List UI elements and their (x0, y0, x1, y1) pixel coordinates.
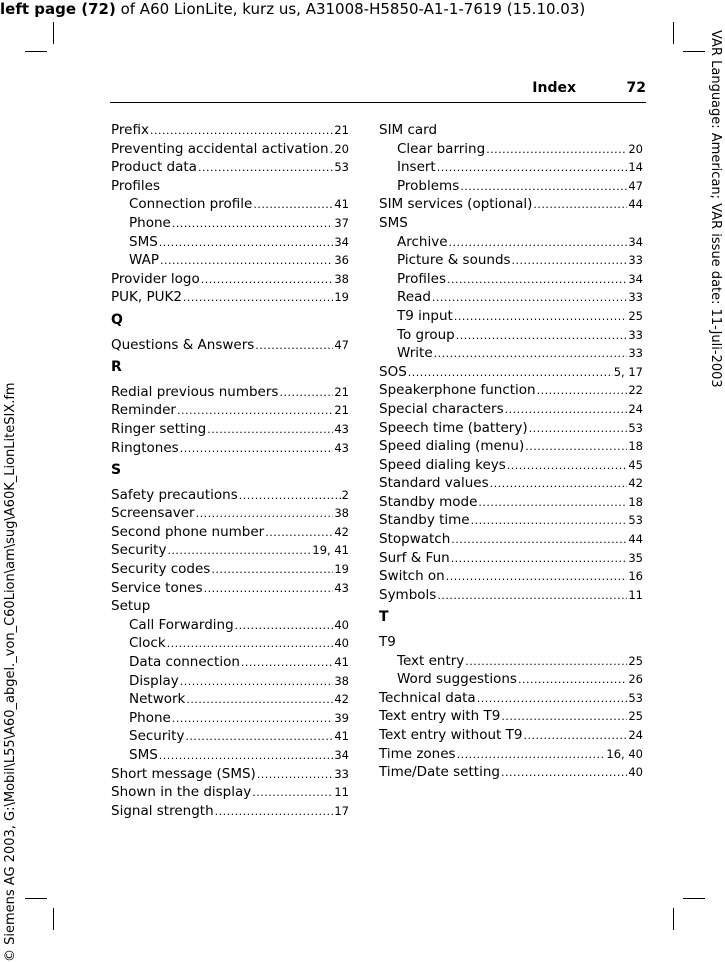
index-subentry (379, 270, 643, 289)
dot-leader (253, 196, 333, 215)
dot-leader (525, 438, 627, 457)
crop-mark (673, 908, 674, 930)
side-note-language: VAR Language: American; VAR issue date: 11-Juli-2003 (708, 30, 723, 388)
index-entry-page: 47 (334, 337, 349, 352)
index-entry-page: 35 (628, 550, 643, 565)
index-entry (111, 504, 349, 523)
index-entry-page: 22 (628, 383, 643, 398)
index-entry-term: Standby mode (379, 493, 478, 510)
page-number: 72 (626, 80, 646, 96)
dot-leader (167, 635, 334, 654)
index-entry-page: 16 (628, 569, 643, 584)
index-entry-term: WAP (129, 252, 159, 269)
index-entry-page: 18 (628, 494, 643, 509)
index-entry-page: 38 (334, 271, 349, 286)
index-entry-term: Problems (397, 177, 460, 194)
index-entry (111, 270, 349, 289)
index-entry (111, 140, 349, 159)
index-subentry (111, 727, 349, 746)
index-group-heading (111, 177, 349, 196)
index-subentry (379, 177, 643, 196)
index-entry-term: Special characters (379, 400, 504, 417)
index-entry (111, 158, 349, 177)
crop-mark (673, 22, 674, 44)
index-entry-page: 44 (628, 532, 643, 547)
crop-mark (683, 51, 705, 52)
index-subentry (379, 251, 643, 270)
index-entry (379, 586, 643, 605)
index-entry-page: 43 (334, 580, 349, 595)
index-entry-page: 26 (628, 672, 643, 687)
index-group-heading-text: SIM card (379, 122, 438, 138)
index-group-heading-text: SMS (379, 214, 408, 231)
index-subentry (379, 344, 643, 363)
index-entry (111, 541, 349, 560)
dot-leader (207, 421, 333, 440)
index-entry (379, 763, 643, 782)
crop-mark (25, 51, 47, 52)
index-entry (379, 549, 643, 568)
index-entry-page: 53 (334, 160, 349, 175)
dot-leader (432, 289, 627, 308)
index-entry (111, 579, 349, 598)
index-entry (379, 707, 643, 726)
dot-leader (447, 271, 627, 290)
index-entry-page: 5, 17 (613, 364, 643, 379)
document-meta-line (0, 0, 725, 20)
index-subentry (379, 670, 643, 689)
index-entry-page: 24 (628, 401, 643, 416)
index-entry-page: 33 (628, 290, 643, 305)
dot-leader (477, 690, 628, 709)
dot-leader (501, 708, 627, 727)
index-entry-page: 25 (628, 709, 643, 724)
index-entry-page: 45 (628, 457, 643, 472)
index-subentry (111, 195, 349, 214)
index-entry-page: 25 (628, 308, 643, 323)
dot-leader (159, 234, 334, 253)
index-entry-term: Questions & Answers (111, 336, 255, 353)
index-subentry (111, 690, 349, 709)
index-entry (379, 419, 643, 438)
dot-leader (408, 364, 613, 383)
index-subentry (111, 214, 349, 233)
index-entry-page: 33 (334, 766, 349, 781)
dot-leader (265, 524, 333, 543)
dot-leader (198, 159, 333, 178)
index-entry-term: Signal strength (111, 802, 214, 819)
index-entry-page: 2 (341, 487, 349, 502)
dot-leader (505, 401, 628, 420)
dot-leader (257, 766, 334, 785)
index-entry-page: 19 (334, 562, 349, 577)
index-entry-page: 38 (334, 673, 349, 688)
meta-line-details: of A60 LionLite, kurz us, A31008-H5850-A1-1-7619 (15.10.03) (115, 0, 586, 18)
index-entry-page: 43 (334, 440, 349, 455)
index-entry-page: 20 (334, 141, 349, 156)
index-subentry (111, 672, 349, 691)
index-entry-page: 20 (628, 141, 643, 156)
index-entry (379, 195, 643, 214)
index-entry-page: 19, 41 (312, 543, 349, 558)
index-column-left (111, 121, 349, 820)
index-entry-page: 42 (334, 524, 349, 539)
dot-leader (183, 289, 333, 308)
index-entry-term: Profiles (397, 270, 447, 287)
index-column-right (379, 121, 643, 782)
index-entry-page: 53 (628, 513, 643, 528)
index-entry-page: 16, 40 (606, 746, 643, 761)
index-entry-page: 44 (628, 197, 643, 212)
index-entry (111, 420, 349, 439)
dot-leader (537, 382, 628, 401)
index-entry-term: Phone (129, 214, 171, 231)
dot-leader (172, 215, 334, 234)
index-entry-page: 11 (628, 587, 643, 602)
index-entry (379, 437, 643, 456)
index-entry-term: Prefix (111, 122, 149, 138)
index-entry (111, 783, 349, 802)
index-entry-term: SIM services (optional) (379, 196, 533, 213)
dot-leader (456, 327, 628, 346)
index-group-heading (379, 121, 643, 140)
index-entry-term: Stopwatch (379, 531, 451, 548)
index-group-heading-text: Profiles (111, 177, 161, 194)
dot-leader (180, 673, 334, 692)
index-entry-page: 34 (628, 234, 643, 249)
index-subentry (111, 746, 349, 765)
index-entry-page: 36 (334, 253, 349, 268)
dot-leader (486, 141, 627, 160)
index-entry-page: 24 (628, 728, 643, 742)
index-entry-page: 14 (628, 160, 643, 175)
dot-leader (239, 487, 341, 506)
index-entry-term: Phone (129, 709, 171, 726)
index-entry (111, 523, 349, 542)
index-entry-term: Security codes (111, 561, 211, 578)
index-entry-page: 34 (334, 234, 349, 249)
side-note-copyright: © Siemens AG 2003, G:\Mobil\L55\A60_abgel._von_C60Lion\am\sug\A60K_LionLiteSIX.fm (3, 382, 18, 962)
index-entry-term: Call Forwarding (129, 616, 234, 633)
dot-leader (180, 440, 334, 459)
index-subentry (111, 233, 349, 252)
dot-leader (279, 384, 333, 403)
index-entry-term: Speed dialing keys (379, 456, 506, 473)
index-entry-term: SOS (379, 363, 407, 380)
index-section-letter: S (111, 462, 122, 479)
index-entry-page: 21 (334, 123, 349, 137)
dot-leader (177, 402, 333, 421)
index-entry-page: 21 (334, 384, 349, 399)
dot-leader (150, 122, 333, 141)
index-entry (111, 560, 349, 579)
index-entry-page: 18 (628, 439, 643, 454)
dot-leader (449, 234, 628, 253)
index-entry (379, 474, 643, 493)
index-entry-term: SMS (129, 233, 158, 250)
dot-leader (533, 196, 627, 215)
index-entry-term: Time/Date setting (379, 764, 500, 781)
page-header (110, 78, 646, 103)
dot-leader (196, 505, 334, 524)
crop-mark (53, 908, 54, 930)
index-subentry (111, 634, 349, 653)
dot-leader (185, 728, 333, 747)
index-entry (379, 689, 643, 708)
dot-leader (172, 710, 334, 729)
dot-leader (437, 587, 627, 606)
index-subentry (379, 288, 643, 307)
index-entry-page: 11 (334, 785, 349, 800)
index-group-heading (111, 597, 349, 616)
index-entry-term: Security (129, 728, 185, 745)
index-entry-term: Screensaver (111, 505, 195, 522)
dot-leader (454, 308, 628, 327)
dot-leader (186, 691, 333, 710)
index-entry-page: 53 (628, 420, 643, 435)
dot-leader (518, 671, 627, 690)
index-entry-term: Text entry with T9 (379, 708, 501, 725)
dot-leader (512, 252, 628, 271)
index-subentry (111, 251, 349, 270)
index-entry-term: Clock (129, 635, 166, 652)
dot-leader (204, 580, 334, 599)
index-entry (379, 456, 643, 475)
dot-leader (235, 617, 334, 636)
index-entry (379, 493, 643, 512)
index-entry-term: Reminder (111, 402, 176, 419)
index-entry-term: Ringer setting (111, 420, 207, 437)
index-entry-page: 53 (628, 690, 643, 705)
index-entry-page: 40 (334, 617, 349, 632)
index-entry-term: Word suggestions (397, 671, 517, 688)
index-entry (111, 401, 349, 420)
index-entry-page: 34 (628, 271, 643, 286)
index-entry (111, 383, 349, 402)
dot-leader (437, 159, 628, 178)
index-entry (111, 486, 349, 505)
index-entry-term: Second phone number (111, 523, 265, 540)
dot-leader (434, 345, 628, 364)
index-entry (111, 336, 349, 355)
dot-leader (211, 561, 333, 580)
dot-leader (490, 475, 628, 494)
index-entry-page: 43 (334, 421, 349, 436)
index-subentry (379, 233, 643, 252)
index-entry (111, 439, 349, 458)
index-section-letter: Q (111, 311, 123, 328)
dot-leader (252, 784, 333, 803)
dot-leader (159, 747, 334, 766)
index-entry (379, 530, 643, 549)
index-subentry (379, 652, 643, 671)
index-entry-term: Standard values (379, 475, 489, 492)
index-group-heading (379, 214, 643, 233)
index-entry-term: Data connection (129, 654, 240, 671)
index-entry-term: Surf & Fun (379, 549, 450, 566)
index-section-letter: R (111, 359, 122, 376)
index-entry-term: Technical data (379, 689, 476, 706)
dot-leader (330, 141, 334, 160)
index-section-letter: T (379, 609, 389, 626)
index-entry (379, 567, 643, 586)
page-title: Index (532, 80, 576, 96)
index-entry-term: Shown in the display (111, 784, 252, 801)
index-entry-page: 41 (334, 197, 349, 212)
meta-line-page-label: left page (72) (0, 0, 116, 18)
dot-leader (451, 531, 627, 550)
index-subentry (379, 158, 643, 177)
dot-leader (529, 420, 628, 439)
index-entry (379, 745, 643, 764)
index-entry-page: 21 (334, 403, 349, 418)
index-entry-term: Time zones (379, 745, 456, 762)
index-entry-page: 41 (334, 729, 349, 744)
index-entry-term: Standby time (379, 512, 470, 529)
dot-leader (167, 542, 311, 561)
index-subentry (379, 307, 643, 326)
index-entry-term: Ringtones (111, 439, 179, 456)
index-subentry (379, 140, 643, 159)
dot-leader (523, 727, 627, 746)
index-entry-term: Text entry (397, 652, 465, 669)
index-entry (111, 765, 349, 784)
index-entry (379, 511, 643, 530)
index-entry-page: 19 (334, 290, 349, 305)
index-subentry (111, 616, 349, 635)
index-entry-page: 40 (628, 765, 643, 780)
index-entry-page: 33 (628, 327, 643, 342)
index-entry-page: 39 (334, 710, 349, 725)
crop-mark (683, 898, 705, 899)
index-entry-page: 40 (334, 636, 349, 651)
dot-leader (465, 653, 627, 672)
index-entry-term: Clear barring (397, 140, 486, 157)
index-entry-term: Picture & sounds (397, 252, 511, 269)
index-entry-page: 47 (628, 178, 643, 193)
dot-leader (471, 512, 628, 531)
index-subentry (111, 709, 349, 728)
dot-leader (446, 568, 628, 587)
dot-leader (507, 457, 628, 476)
index-entry (379, 381, 643, 400)
dot-leader (241, 654, 333, 673)
index-entry-term: Service tones (111, 579, 203, 596)
crop-mark (53, 22, 54, 44)
index-entry-term: Read (397, 289, 431, 306)
index-entry (379, 363, 643, 382)
index-entry-term: Speech time (battery) (379, 419, 528, 436)
index-entry-page: 17 (334, 803, 349, 818)
index-entry-term: PUK, PUK2 (111, 289, 182, 306)
index-entry-page: 37 (334, 215, 349, 230)
crop-mark (25, 898, 47, 899)
index-entry-term: To group (397, 326, 455, 343)
index-entry-term: Symbols (379, 586, 437, 603)
index-entry-page: 41 (334, 655, 349, 670)
index-entry-page: 33 (628, 346, 643, 361)
index-entry (111, 802, 349, 821)
dot-leader (160, 252, 333, 271)
dot-leader (451, 550, 628, 569)
index-entry-term: Archive (397, 233, 448, 250)
dot-leader (478, 494, 627, 513)
index-entry-term: Speed dialing (menu) (379, 438, 525, 455)
index-entry-term: Speakerphone function (379, 382, 536, 399)
index-entry-term: Switch on (379, 568, 445, 585)
index-entry-term: Short message (SMS) (111, 765, 256, 782)
index-entry-term: Text entry without T9 (379, 727, 523, 743)
index-entry-term: Redial previous numbers (111, 383, 279, 400)
dot-leader (255, 337, 333, 356)
index-entry-page: 42 (334, 692, 349, 707)
index-entry-term: Connection profile (129, 196, 253, 213)
index-entry (111, 121, 349, 140)
index-entry-term: Display (129, 672, 179, 689)
index-entry-page: 33 (628, 253, 643, 268)
index-entry-term: Provider logo (111, 270, 200, 287)
dot-leader (501, 764, 627, 783)
index-entry-page: 38 (334, 506, 349, 521)
index-entry-term: Product data (111, 159, 197, 176)
index-entry (111, 288, 349, 307)
index-entry-term: Network (129, 691, 186, 708)
index-entry-page: 42 (628, 476, 643, 491)
index-entry-term: Preventing accidental activation (111, 140, 329, 157)
index-entry-page: 25 (628, 653, 643, 668)
index-group-heading-text: Setup (111, 598, 151, 615)
index-entry (379, 726, 643, 745)
index-subentry (379, 326, 643, 345)
index-entry-term: Insert (397, 159, 436, 176)
index-entry-page: 34 (334, 748, 349, 762)
index-entry-term: Write (397, 345, 433, 362)
index-group-heading-text: T9 (379, 634, 396, 651)
index-entry-term: Safety precautions (111, 486, 238, 503)
index-entry-term: Security (111, 542, 167, 559)
index-group-heading (379, 633, 643, 652)
index-entry (379, 400, 643, 419)
index-entry-term: SMS (129, 747, 158, 763)
dot-leader (457, 746, 606, 765)
dot-leader (215, 803, 334, 822)
index-subentry (111, 653, 349, 672)
index-entry-term: T9 input (397, 307, 453, 324)
dot-leader (201, 271, 334, 290)
dot-leader (460, 178, 627, 197)
